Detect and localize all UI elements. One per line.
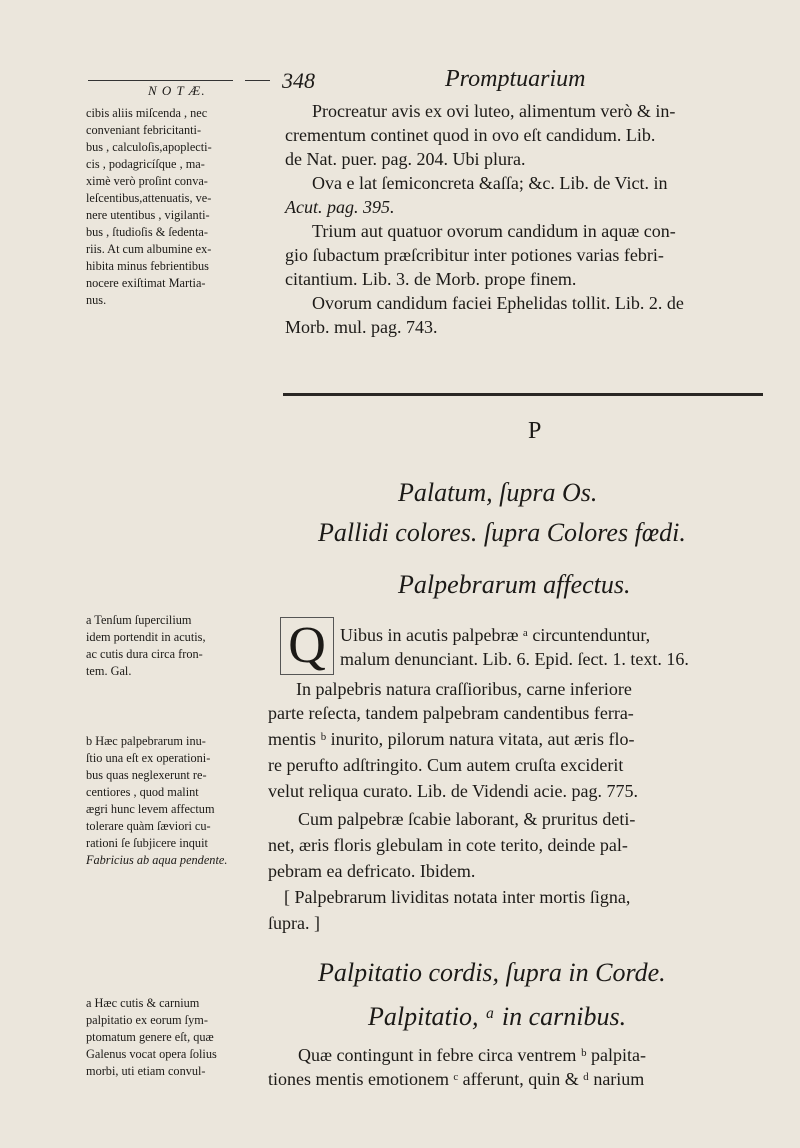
- text-line: In palpebris natura craſſioribus, carne inferiore: [296, 679, 632, 699]
- note-line: rationi ſe ſubjicere inquit: [86, 836, 208, 850]
- note-line: tem. Gal.: [86, 664, 132, 678]
- text-line: Quæ contingunt in febre circa ventrem ᵇ palpita-: [298, 1045, 646, 1065]
- heading-pallidi: Pallidi colores. ſupra Colores fœdi.: [318, 518, 686, 547]
- note-line: a Tenſum ſupercilium: [86, 613, 192, 627]
- note-line: conveniant febricitanti-: [86, 123, 202, 137]
- text-line: ſupra. ]: [268, 913, 320, 933]
- header-rule: [245, 80, 270, 81]
- text-line: Procreatur avis ex ovi luteo, alimentum verò & in-: [312, 101, 676, 121]
- text-line: re perufto adſtringito. Cum autem cruſta exciderit: [268, 755, 624, 775]
- note-line: ptomatum genere eſt, quæ: [86, 1030, 214, 1044]
- note-line: b Hæc palpebrarum inu-: [86, 734, 206, 748]
- text-line: de Nat. puer. pag. 204. Ubi plura.: [285, 149, 526, 169]
- header-rule: [88, 80, 233, 81]
- note-line: nocere exiſtimat Martia-: [86, 276, 206, 290]
- heading-palatum: Palatum, ſupra Os.: [398, 478, 598, 507]
- note-line: riis. At cum albumine ex-: [86, 242, 212, 256]
- note-line: ægri hunc levem affectum: [86, 802, 215, 816]
- note-line: bus , ſtudioſis & ſedenta-: [86, 225, 208, 239]
- note-line: ximè verò proſint conva-: [86, 174, 208, 188]
- text-line: tiones mentis emotionem ᶜ afferunt, quin & ᵈ narium: [268, 1069, 645, 1089]
- text-line: citantium. Lib. 3. de Morb. prope finem.: [285, 269, 577, 289]
- text-line: velut reliqua curato. Lib. de Videndi acie. pag. 775.: [268, 781, 638, 801]
- note-line: Fabricius ab aqua pendente.: [86, 853, 228, 867]
- note-line: hibita minus febrientibus: [86, 259, 209, 273]
- section-divider: [283, 393, 763, 396]
- text-line: Ovorum candidum faciei Ephelidas tollit. Lib. 2. de: [312, 293, 684, 313]
- note-line: centiores , quod malint: [86, 785, 199, 799]
- note-line: Galenus vocat opera ſolius: [86, 1047, 217, 1061]
- note-line: idem portendit in acutis,: [86, 630, 206, 644]
- heading-palpitatio-carnibus: Palpitatio, ᵃ in carnibus.: [368, 1002, 627, 1031]
- text-line: Uibus in acutis palpebræ ᵃ circuntenduntur,: [340, 625, 651, 645]
- note-line: bus , calculoſis,apoplecti-: [86, 140, 212, 154]
- running-title: Promptuarium: [445, 66, 586, 92]
- text-line: malum denunciant. Lib. 6. Epid. ſect. 1. text. 16.: [340, 649, 689, 669]
- note-line: leſcentibus,attenuatis, ve-: [86, 191, 212, 205]
- note-line: cis , podagricíſque , ma-: [86, 157, 205, 171]
- note-line: morbi, uti etiam convul-: [86, 1064, 206, 1078]
- note-line: ſtio una eſt ex operationi-: [86, 751, 211, 765]
- section-letter: P: [528, 418, 542, 444]
- text-line: Ova e lat ſemiconcreta &aſſa; &c. Lib. de Vict. in: [312, 173, 668, 193]
- heading-palpebrarum: Palpebrarum affectus.: [398, 570, 631, 599]
- text-line: mentis ᵇ inurito, pilorum natura vitata, aut æris flo-: [268, 729, 635, 749]
- note-line: bus quas neglexerunt re-: [86, 768, 207, 782]
- note-line: cibis aliis miſcenda , nec: [86, 106, 208, 120]
- text-line: gio ſubactum præſcribitur inter potiones varias febri-: [285, 245, 664, 265]
- page-number: 348: [282, 68, 315, 93]
- note-line: nere utentibus , vigilanti-: [86, 208, 210, 222]
- heading-palpitatio-cordis: Palpitatio cordis, ſupra in Corde.: [318, 958, 666, 987]
- text-line: Trium aut quatuor ovorum candidum in aquæ con-: [312, 221, 676, 241]
- note-line: a Hæc cutis & carnium: [86, 996, 200, 1010]
- text-line: Cum palpebræ ſcabie laborant, & pruritus deti-: [298, 809, 636, 829]
- drop-cap: Q: [280, 617, 334, 675]
- text-line: crementum continet quod in ovo eſt candidum. Lib.: [285, 125, 656, 145]
- note-line: nus.: [86, 293, 107, 307]
- text-line: parte reſecta, tandem palpebram candentibus ferra-: [268, 703, 634, 723]
- text-line: Acut. pag. 395.: [285, 197, 395, 217]
- text-line: net, æris floris glebulam in cote terito, deinde pal-: [268, 835, 628, 855]
- note-line: tolerare quàm ſæviori cu-: [86, 819, 211, 833]
- text-line: [ Palpebrarum lividitas notata inter mortis ſigna,: [284, 887, 631, 907]
- note-line: palpitatio ex eorum ſym-: [86, 1013, 208, 1027]
- note-line: ac cutis dura circa fron-: [86, 647, 203, 661]
- text-line: Morb. mul. pag. 743.: [285, 317, 438, 337]
- notes-header-label: N O T Æ.: [148, 83, 206, 98]
- text-line: pebram ea defricato. Ibidem.: [268, 861, 476, 881]
